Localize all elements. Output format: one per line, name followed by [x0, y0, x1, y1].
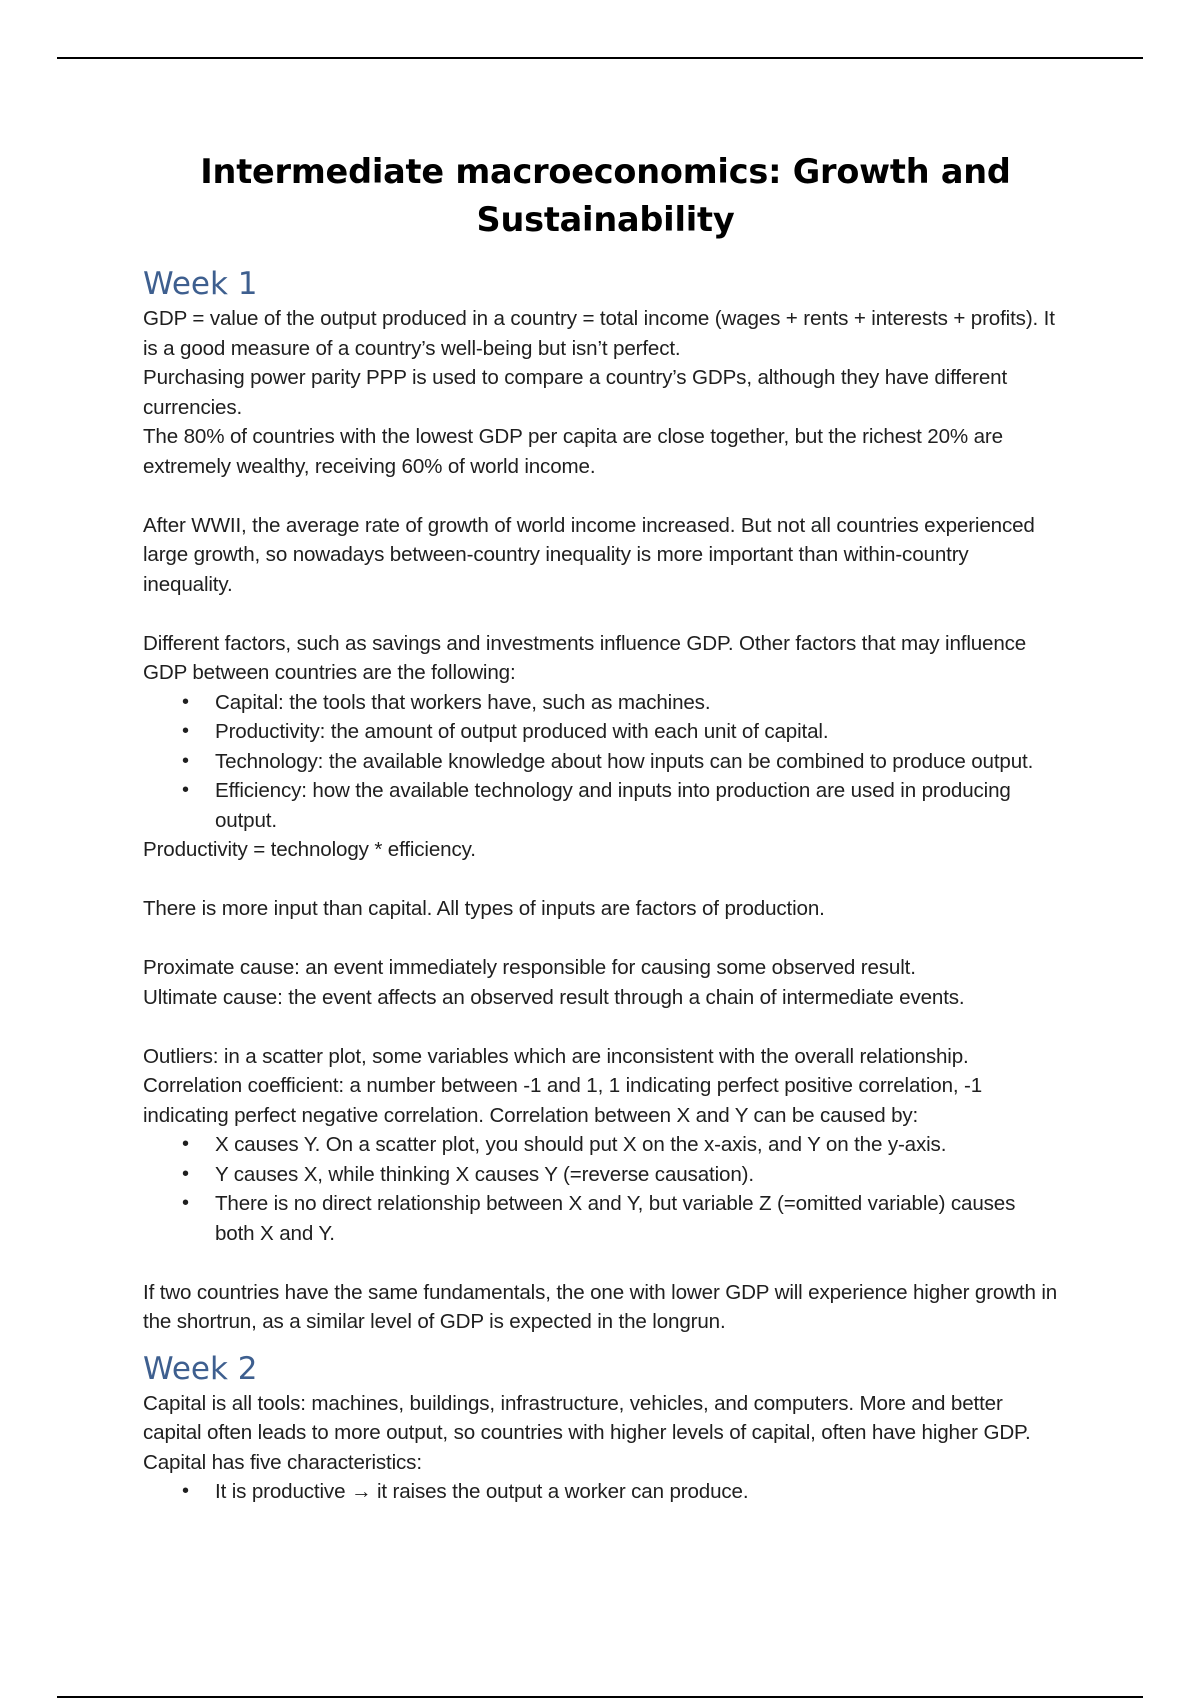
bullet-icon: • [182, 749, 189, 772]
list-item: • It is productive → it raises the output a worker can produce. [215, 1477, 1058, 1507]
paragraph: GDP = value of the output produced in a country = total income (wages + rents + interests + profits). It is a good measure of a country’s well-being but isn’t perfect. [143, 307, 1055, 360]
list-item: • Productivity: the amount of output produced with each unit of capital. [215, 717, 1058, 747]
list-item: • X causes Y. On a scatter plot, you should put X on the x-axis, and Y on the y-axis. [215, 1130, 1058, 1160]
paragraph: Correlation coefficient: a number between -1 and 1, 1 indicating perfect positive correlation, -1 indicating perfect negative correlation. Correlation between X and Y can be caused by: [143, 1074, 983, 1127]
page-title: Intermediate macroeconomics: Growth and Sustainability [200, 152, 1011, 239]
paragraph: Different factors, such as savings and investments influence GDP. Other factors that may influence GDP between countries are the following: [143, 631, 1027, 684]
page-top-rule [57, 57, 1143, 59]
list-item: • Efficiency: how the available technology and inputs into production are used in producing output. [215, 776, 1058, 835]
characteristics-list [143, 1477, 1058, 1507]
list-item: • Y causes X, while thinking X causes Y (=reverse causation). [215, 1160, 1058, 1190]
document-body [143, 148, 1058, 1507]
list-item: • There is no direct relationship between X and Y, but variable Z (=omitted variable) causes both X and Y. [215, 1189, 1058, 1248]
paragraph: Proximate cause: an event immediately responsible for causing some observed result. [143, 956, 916, 979]
paragraph: Purchasing power parity PPP is used to compare a country’s GDPs, although they have different currencies. [143, 366, 1008, 419]
page-bottom-rule [57, 1696, 1143, 1698]
list-item: • Capital: the tools that workers have, such as machines. [215, 688, 1058, 718]
bullet-icon: • [182, 1192, 189, 1214]
bullet-icon: • [182, 779, 189, 801]
paragraph: Ultimate cause: the event affects an observed result through a chain of intermediate events. [143, 985, 965, 1009]
bullet-icon: • [182, 690, 189, 713]
week-1-heading: Week 1 [143, 266, 258, 302]
paragraph: There is more input than capital. All types of inputs are factors of production. [143, 897, 825, 920]
bullet-icon: • [182, 720, 189, 742]
week-2-heading: Week 2 [143, 1350, 258, 1387]
paragraph: The 80% of countries with the lowest GDP per capita are close together, but the richest 20% are extremely wealthy, receiving 60% of world income. [143, 425, 1003, 478]
paragraph: After WWII, the average rate of growth of world income increased. But not all countries experienced large growth, so nowadays between-country inequality is more important than within-country inequality. [143, 513, 1035, 596]
correlation-list [143, 1130, 1058, 1248]
bullet-icon: • [182, 1162, 189, 1185]
paragraph: If two countries have the same fundamentals, the one with lower GDP will experience higher growth in the shortrun, as a similar level of GDP is expected in the longrun. [143, 1280, 1058, 1333]
list-item: • Technology: the available knowledge about how inputs can be combined to produce output. [215, 747, 1058, 777]
paragraph: Outliers: in a scatter plot, some variables which are inconsistent with the overall relationship. [143, 1044, 969, 1068]
bullet-icon: • [182, 1480, 189, 1502]
paragraph: Capital is all tools: machines, buildings, infrastructure, vehicles, and computers. More and better capital often leads to more output, so countries with higher levels of capital, often have higher GDP. Capital has five characteristics: [143, 1391, 1031, 1474]
bullet-icon: • [182, 1133, 189, 1155]
paragraph: Productivity = technology * efficiency. [143, 838, 476, 861]
factors-list [143, 688, 1058, 836]
